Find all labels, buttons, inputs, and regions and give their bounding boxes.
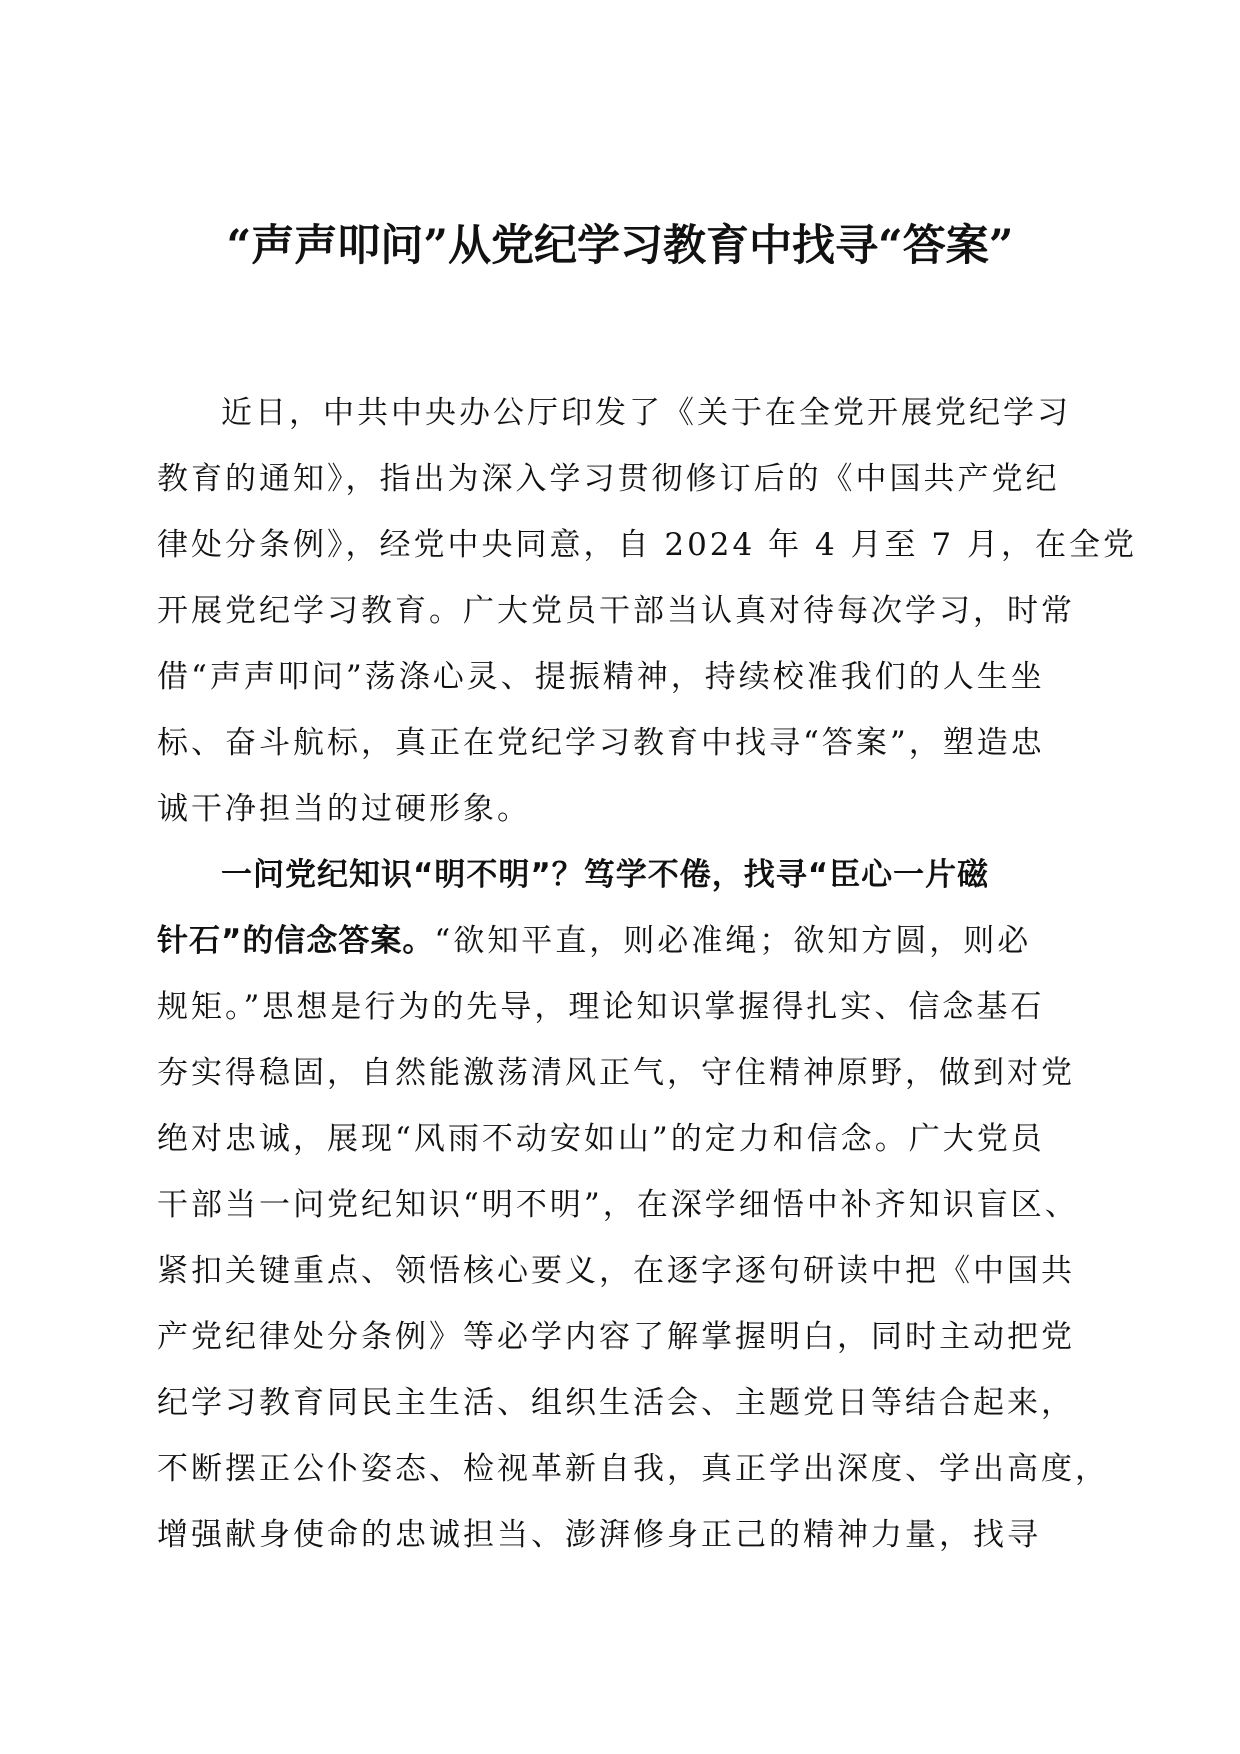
text-line: 诚干净担当的过硬形象。 xyxy=(157,791,531,827)
text-line: 夯实得稳固，自然能激荡清风正气，守住精神原野，做到对党 xyxy=(157,1055,1075,1091)
text-line: 干部当一问党纪知识“明不明”，在深学细悟中补齐知识盲区、 xyxy=(157,1187,1079,1223)
text-line: 不断摆正公仆姿态、检视革新自我，真正学出深度、学出高度， xyxy=(157,1451,1109,1487)
text-line: 律处分条例》，经党中央同意，自 2024 年 4 月至 7 月，在全党 xyxy=(157,527,1137,563)
text-line: 纪学习教育同民主生活、组织生活会、主题党日等结合起来， xyxy=(157,1385,1075,1421)
text-line: 绝对忠诚，展现“风雨不动安如山”的定力和信念。广大党员 xyxy=(157,1121,1045,1157)
text-line: 规矩。”思想是行为的先导，理论知识掌握得扎实、信念基石 xyxy=(157,989,1045,1025)
text-line: 借“声声叩问”荡涤心灵、提振精神，持续校准我们的人生坐 xyxy=(157,659,1045,695)
document-title: “声声叩问”从党纪学习教育中找寻“答案” xyxy=(226,221,1014,271)
text-line xyxy=(157,908,1082,974)
text-line: 紧扣关键重点、领悟核心要义，在逐字逐句研读中把《中国共 xyxy=(157,1253,1075,1289)
document-body xyxy=(157,380,1137,1568)
text-line: 近日，中共中央办公厅印发了《关于在全党开展党纪学习 xyxy=(221,395,1071,431)
text-line: 标、奋斗航标，真正在党纪学习教育中找寻“答案”，塑造忠 xyxy=(157,725,1045,761)
text-line-rest: “欲知平直，则必准绳；欲知方圆，则必 xyxy=(434,923,1032,959)
section-heading-end: 针石”的信念答案。 xyxy=(157,923,435,959)
text-line: 增强献身使命的忠诚担当、澎湃修身正己的精神力量，找寻 xyxy=(157,1517,1041,1553)
text-line: 产党纪律处分条例》等必学内容了解掌握明白，同时主动把党 xyxy=(157,1319,1075,1355)
section-heading: 一问党纪知识“明不明”？笃学不倦，找寻“臣心一片磁 xyxy=(221,857,990,893)
text-line: 教育的通知》，指出为深入学习贯彻修订后的《中国共产党纪 xyxy=(157,461,1060,497)
text-line: 开展党纪学习教育。广大党员干部当认真对待每次学习，时常 xyxy=(157,593,1075,629)
